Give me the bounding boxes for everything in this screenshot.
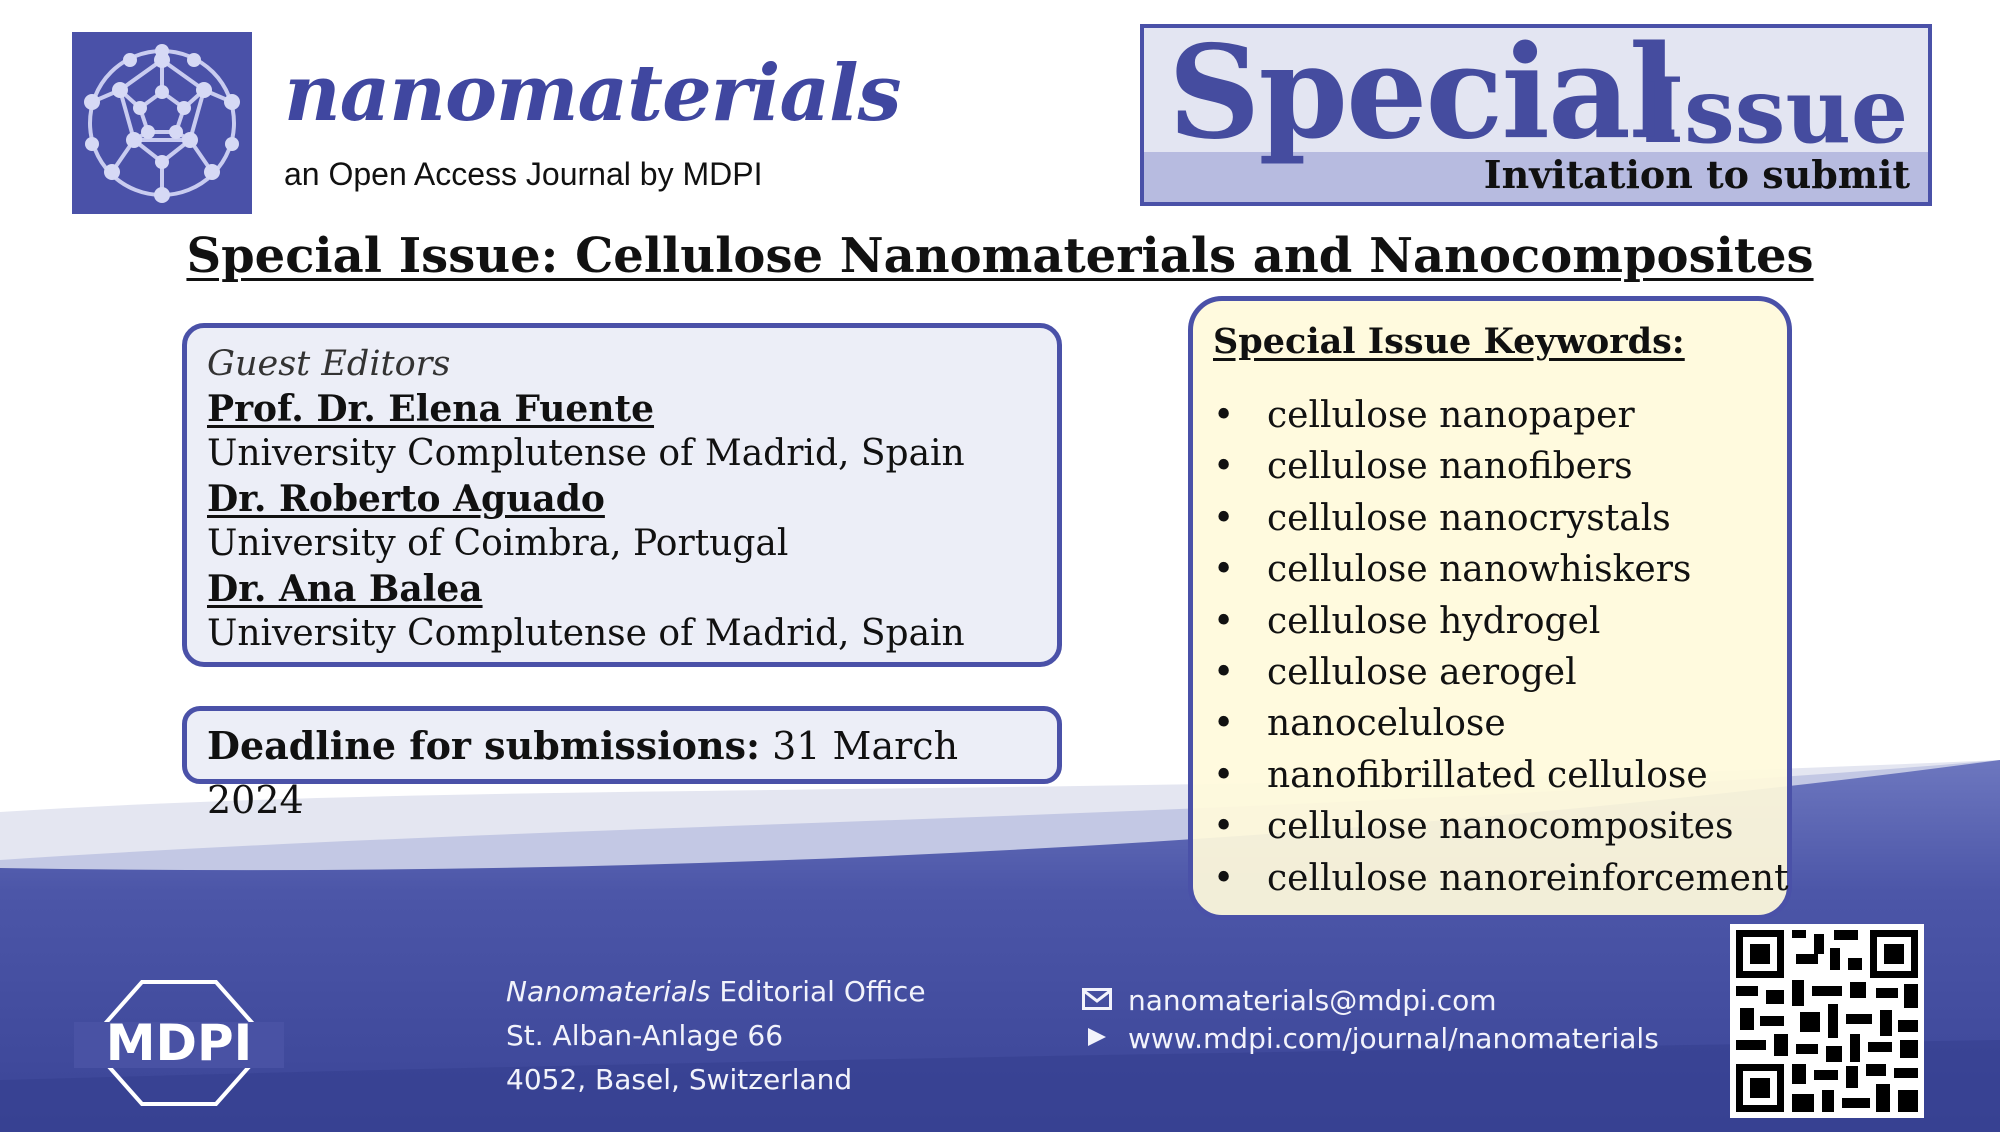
envelope-icon	[1080, 982, 1114, 1020]
banner-invitation: Invitation to submit	[1483, 152, 1910, 197]
keyword-text: cellulose nanowhiskers	[1267, 549, 1692, 591]
keywords-title: Special Issue Keywords:	[1213, 321, 1685, 362]
keyword-item	[1213, 596, 1767, 647]
keyword-item	[1213, 544, 1767, 595]
bullet-icon: •	[1213, 600, 1235, 642]
keywords-box	[1188, 296, 1792, 920]
bullet-icon: •	[1213, 446, 1235, 488]
keyword-text: cellulose hydrogel	[1267, 600, 1601, 642]
banner-word-special: Special	[1168, 24, 1676, 168]
bullet-icon: •	[1213, 652, 1235, 694]
editor-affiliation: University Complutense of Madrid, Spain	[207, 433, 965, 474]
editor-affiliation: University of Coimbra, Portugal	[207, 523, 789, 564]
keyword-item	[1213, 801, 1767, 852]
email-link[interactable]: nanomaterials@mdpi.com	[1128, 984, 1497, 1017]
bullet-icon: •	[1213, 549, 1235, 591]
fullerene-molecule-icon	[72, 32, 252, 214]
mdpi-logo[interactable]	[74, 978, 284, 1108]
guest-editors-box	[182, 323, 1062, 667]
website-row[interactable]	[1080, 1020, 1659, 1058]
keyword-item	[1213, 853, 1789, 904]
keyword-text: cellulose nanofibers	[1267, 446, 1633, 488]
bullet-icon: •	[1213, 806, 1235, 848]
journal-logo	[72, 32, 252, 214]
keyword-text: cellulose nanocrystals	[1267, 497, 1671, 539]
qr-code-icon[interactable]	[1730, 924, 1924, 1118]
journal-name: nanomaterials	[284, 48, 901, 139]
keyword-text: cellulose nanocomposites	[1267, 806, 1734, 848]
special-issue-banner	[1140, 24, 1932, 206]
bullet-icon: •	[1213, 857, 1235, 899]
journal-subtitle: an Open Access Journal by MDPI	[284, 156, 763, 192]
keyword-item	[1213, 698, 1767, 749]
office-name	[506, 970, 926, 1014]
bullet-icon: •	[1213, 703, 1235, 745]
keyword-item	[1213, 493, 1767, 544]
keyword-item	[1213, 441, 1767, 492]
keyword-text: nanocelulose	[1267, 703, 1506, 745]
bullet-icon: •	[1213, 497, 1235, 539]
keyword-text: cellulose aerogel	[1267, 652, 1577, 694]
office-city: 4052, Basel, Switzerland	[506, 1063, 853, 1096]
office-suffix: Editorial Office	[710, 975, 926, 1008]
page-title: Special Issue: Cellulose Nanomaterials and Nanocomposites	[186, 228, 1814, 284]
editor-name[interactable]: Prof. Dr. Elena Fuente	[207, 388, 655, 430]
deadline-date: 31 March 2024	[207, 724, 959, 822]
editor-affiliation: University Complutense of Madrid, Spain	[207, 613, 965, 654]
editorial-office	[506, 970, 926, 1102]
editor-name[interactable]: Dr. Ana Balea	[207, 568, 483, 610]
guest-editors-label: Guest Editors	[207, 344, 451, 384]
banner-word-issue: Issue	[1642, 58, 1909, 164]
keyword-text: cellulose nanopaper	[1267, 395, 1635, 436]
play-arrow-icon	[1080, 1020, 1114, 1058]
website-link[interactable]: www.mdpi.com/journal/nanomaterials	[1128, 1022, 1659, 1055]
keywords-list	[1213, 390, 1789, 904]
office-street: St. Alban-Anlage 66	[506, 1019, 784, 1052]
bullet-icon: •	[1213, 395, 1235, 436]
office-journal: Nanomaterials	[506, 975, 711, 1008]
contact-info	[1080, 982, 1659, 1058]
editor-name[interactable]: Dr. Roberto Aguado	[207, 478, 605, 520]
deadline-box	[182, 706, 1062, 822]
keyword-item	[1213, 647, 1767, 698]
bullet-icon: •	[1213, 754, 1235, 796]
keyword-text: cellulose nanoreinforcement	[1267, 857, 1789, 899]
keyword-item	[1213, 390, 1767, 441]
deadline-label: Deadline for submissions:	[207, 723, 761, 768]
email-row[interactable]	[1080, 982, 1659, 1020]
keyword-text: nanofibrillated cellulose	[1267, 754, 1708, 796]
mdpi-logo-text: MDPI	[105, 1014, 253, 1072]
keyword-item	[1213, 750, 1767, 801]
